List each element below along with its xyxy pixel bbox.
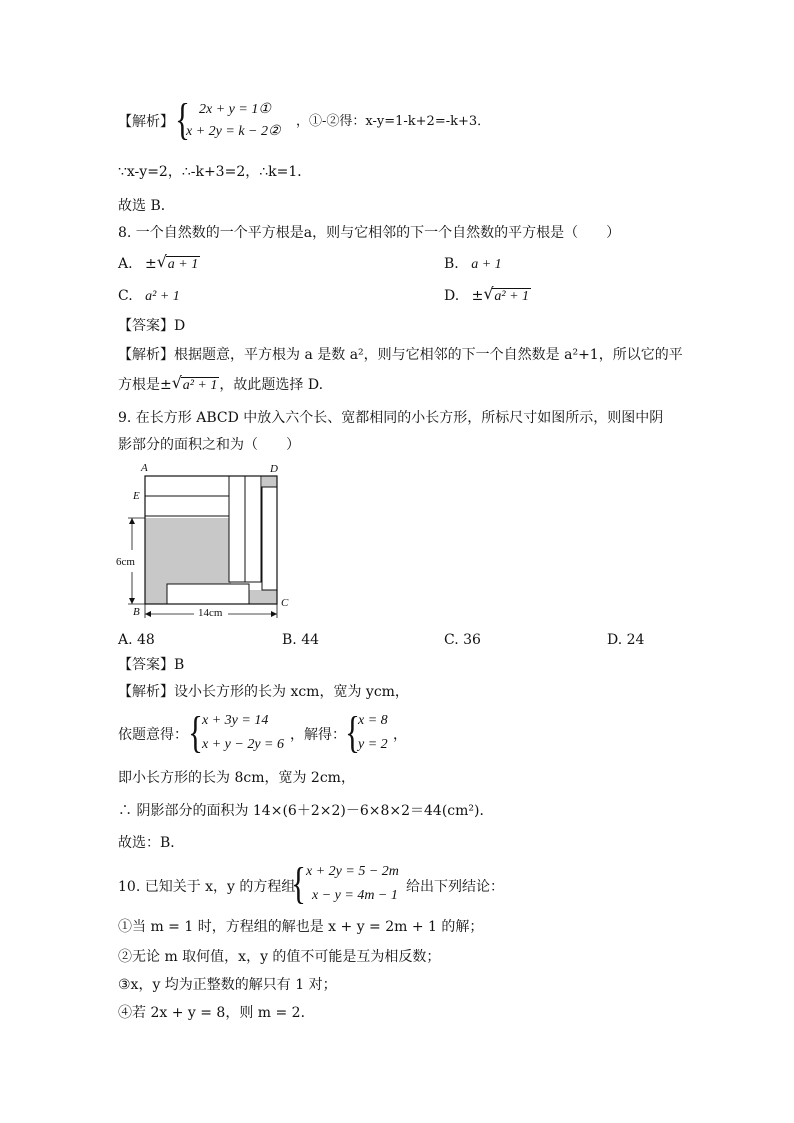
q8-stem: 8. 一个自然数的一个平方根是a，则与它相邻的下一个自然数的平方根是（ ） xyxy=(118,225,621,241)
q9-dim-bottom-arrow-left xyxy=(145,611,151,617)
q10-item-4: ④若 2x + y = 8，则 m = 2． xyxy=(118,1005,315,1021)
q9-small-rect-5 xyxy=(262,487,277,590)
q9-dim-left-arrow-up xyxy=(129,518,135,524)
q9-dim-bottom-arrow-right xyxy=(271,611,277,617)
q9-option-d-text: 24 xyxy=(626,632,645,648)
q9-line-a: 即小长方形的长为 8cm，宽为 2cm， xyxy=(118,770,355,786)
q7-system-brace: { xyxy=(175,95,190,144)
q9-shaded-top-right xyxy=(262,476,277,487)
q10-item-1: ①当 m = 1 时，方程组的解也是 x + y = 2m + 1 的解； xyxy=(118,919,484,935)
q8-option-d-key: D. xyxy=(444,288,460,304)
q9-small-rect-3 xyxy=(229,476,245,582)
q8-option-a-radical xyxy=(157,255,200,275)
q9-solution-eq1: x = 8 xyxy=(358,713,388,728)
q8-analysis-line2-pre: 方根是± xyxy=(118,377,172,393)
q9-system-pre: 依题意得： xyxy=(118,727,188,743)
q9-system-eq1: x + 3y = 14 xyxy=(202,713,269,728)
q8-option-d xyxy=(444,286,531,307)
q9-option-d-key: D. xyxy=(607,632,623,648)
q8-analysis-line2 xyxy=(118,375,323,396)
q9-system-brace: { xyxy=(188,708,203,757)
q7-choose: 故选 B． xyxy=(118,198,175,214)
q9-small-rect-6 xyxy=(167,584,249,604)
q9-choose: 故选：B． xyxy=(118,835,185,851)
q9-analysis-line1: 【解析】设小长方形的长为 xcm，宽为 ycm， xyxy=(118,684,409,700)
q7-system-eq2: x + 2y = k − 2② xyxy=(186,124,281,139)
q9-line-b: ∴ 阴影部分的面积为 14×(6＋2×2)－6×8×2＝44(cm²)． xyxy=(118,803,494,819)
q10-stem-post: 给出下列结论： xyxy=(406,879,504,895)
q8-analysis-radical xyxy=(172,376,220,396)
q9-option-c-text: 36 xyxy=(463,632,481,648)
q9-stem-line2: 影部分的面积之和为（ ） xyxy=(118,437,300,453)
q8-analysis-line1: 【解析】根据题意，平方根为 a 是数 a²，则与它相邻的下一个自然数是 a²+1，所以它的平 xyxy=(118,347,683,363)
q8-option-b-key: B. xyxy=(444,256,459,272)
q9-option-b-text: 44 xyxy=(301,632,320,648)
q9-shaded-bottom-right xyxy=(249,590,277,604)
q8-option-a-radicand: a + 1 xyxy=(167,257,199,272)
q9-option-b-key: B. xyxy=(282,632,297,648)
q8-option-b-text: a + 1 xyxy=(471,257,502,272)
q7-system-eq1: 2x + y = 1① xyxy=(199,102,271,117)
q7-line2: ∵x-y=2，∴-k+3=2，∴k=1． xyxy=(118,164,312,180)
q9-option-c xyxy=(444,630,481,650)
q8-option-d-radicand: a² + 1 xyxy=(494,289,530,304)
q8-answer: 【答案】D xyxy=(118,318,186,334)
q9-option-a-key: A. xyxy=(118,632,133,648)
q8-analysis-line2-post: ，故此题选择 D. xyxy=(219,377,324,393)
q9-dim-bottom-label: 14cm xyxy=(198,607,223,619)
q8-option-a-key: A. xyxy=(118,256,133,272)
q7-analysis-label: 【解析】 xyxy=(118,114,174,130)
q8-option-c-key: C. xyxy=(118,288,133,304)
q9-label-c: C xyxy=(281,597,289,609)
q9-dim-left-arrow-down xyxy=(129,598,135,604)
q9-system-end: ， xyxy=(393,727,407,743)
q8-analysis-radicand: a² + 1 xyxy=(182,378,218,393)
q10-system-eq1: x + 2y = 5 − 2m xyxy=(306,864,399,879)
q10-system-eq2: x − y = 4m − 1 xyxy=(312,888,398,903)
q9-label-e: E xyxy=(133,490,140,502)
q9-stem-line1: 9. 在长方形 ABCD 中放入六个长、宽都相同的小长方形，所标尺寸如图所示，则图中阴 xyxy=(118,410,664,426)
q9-option-d xyxy=(607,630,644,650)
q9-label-b: B xyxy=(133,606,140,618)
q8-option-c-text: a² + 1 xyxy=(145,289,180,304)
q10-item-3: ③x，y 均为正整数的解只有 1 对； xyxy=(118,977,337,993)
q9-label-d: D xyxy=(270,463,278,475)
q8-option-a xyxy=(118,254,200,275)
q9-system-mid: ，解得： xyxy=(290,727,346,743)
q10-item-2: ②无论 m 取何值，x，y 的值不可能是互为相反数； xyxy=(118,949,441,965)
q9-dim-left-label: 6cm xyxy=(116,556,135,568)
q10-stem-pre: 10. 已知关于 x，y 的方程组 xyxy=(118,879,296,895)
q9-small-rect-1 xyxy=(145,476,229,496)
q9-solution-eq2: y = 2 xyxy=(358,737,388,752)
q8-option-b xyxy=(444,254,502,275)
q9-option-c-key: C. xyxy=(444,632,459,648)
q9-option-a xyxy=(118,630,155,650)
q9-option-b xyxy=(282,630,319,650)
q10-system-brace: { xyxy=(291,859,306,908)
q9-label-a: A xyxy=(141,462,148,474)
q9-option-a-text: 48 xyxy=(137,632,155,648)
q8-option-d-pm: ± xyxy=(471,288,484,304)
q7-step: ，①-②得：x-y=1-k+2=-k+3． xyxy=(296,114,491,129)
q8-option-d-radical xyxy=(483,287,531,307)
q9-answer: 【答案】B xyxy=(118,657,185,673)
q9-small-rect-2 xyxy=(145,496,229,516)
q9-figure xyxy=(110,460,310,625)
q8-option-a-pm: ± xyxy=(145,256,157,272)
q9-small-rect-4 xyxy=(245,476,261,582)
q9-solution-brace: { xyxy=(345,708,360,757)
q8-option-c xyxy=(118,286,180,307)
q9-system-eq2: x + y − 2y = 6 xyxy=(202,737,284,752)
